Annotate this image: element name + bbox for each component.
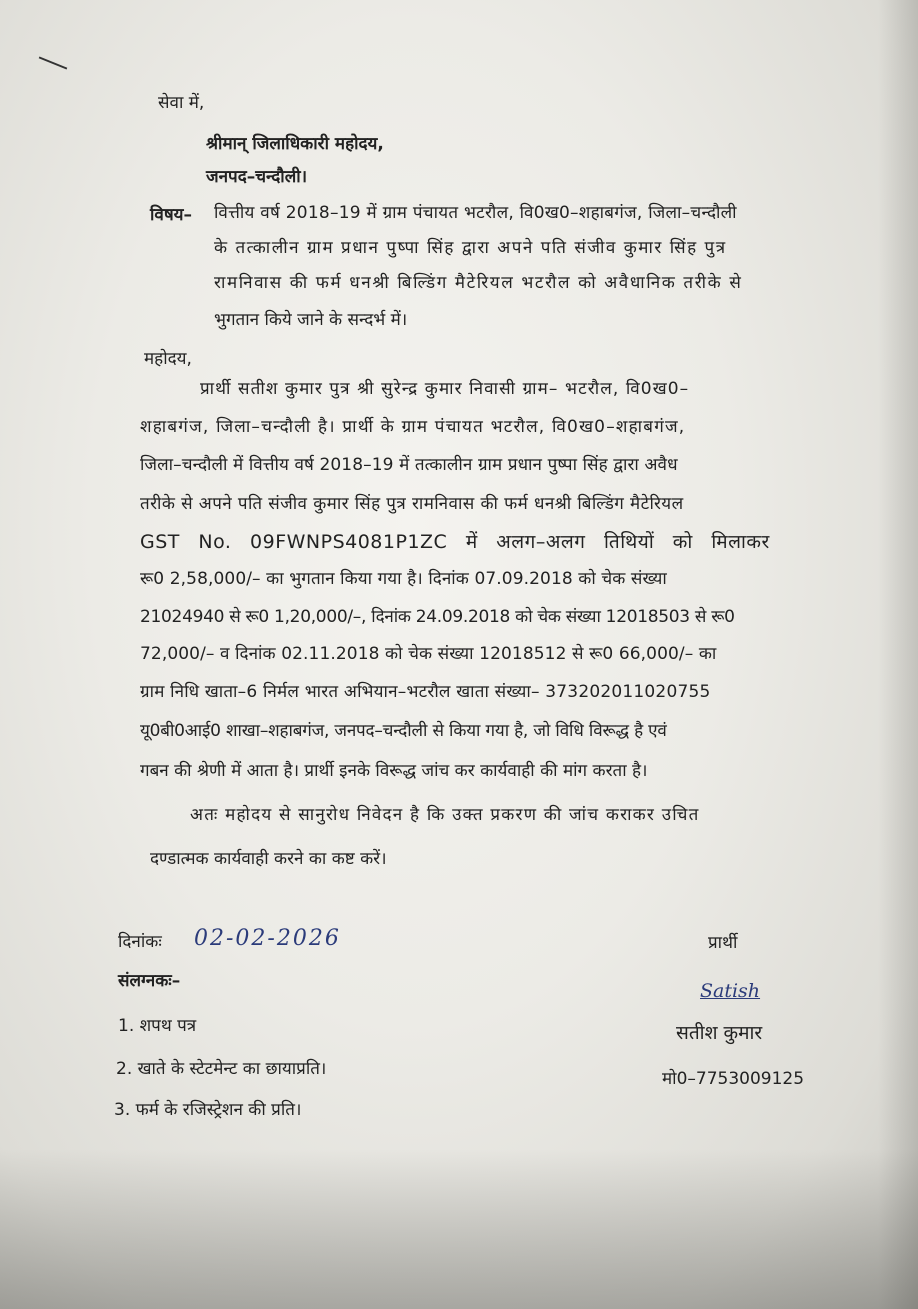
- page-bottom-shadow: [0, 1149, 918, 1309]
- attachment-item: 1. शपथ पत्र: [118, 1016, 197, 1036]
- body-line: शहाबगंज, जिला–चन्दौली है। प्रार्थी के ग्राम पंचायत भटरौल, वि0ख0–शहाबगंज,: [140, 417, 686, 437]
- pen-mark: [39, 56, 68, 69]
- body-line: 72,000/– व दिनांक 02.11.2018 को चेक संख्या 12018512 से रू0 66,000/– का: [140, 644, 717, 664]
- request-line: दण्डात्मक कार्यवाही करने का कष्ट करें।: [150, 849, 387, 869]
- body-line: तरीके से अपने पति संजीव कुमार सिंह पुत्र रामनिवास की फर्म धनश्री बिल्डिंग मैटेरियल: [140, 494, 684, 514]
- body-line: GST No. 09FWNPS4081P1ZC में अलग–अलग तिथियों को मिलाकर: [140, 531, 770, 553]
- attachment-item: 2. खाते के स्टेटमेन्ट का छायाप्रति।: [116, 1059, 327, 1079]
- applicant-name: सतीश कुमार: [676, 1022, 763, 1044]
- body-line: यू0बी0आई0 शाखा–शहाबगंज, जनपद–चन्दौली से किया गया है, जो विधि विरूद्ध है एवं: [140, 721, 667, 741]
- attachment-item: 3. फर्म के रजिस्ट्रेशन की प्रति।: [114, 1100, 302, 1120]
- subject-line: वित्तीय वर्ष 2018–19 में ग्राम पंचायत भटरौल, वि0ख0–शहाबगंज, जिला–चन्दौली: [214, 203, 737, 223]
- subject-line: भुगतान किये जाने के सन्दर्भ में।: [214, 310, 408, 330]
- salutation-to: सेवा में,: [158, 93, 205, 113]
- date-value: 02-02-2026: [194, 926, 341, 951]
- subject-line: रामनिवास की फर्म धनश्री बिल्डिंग मैटेरियल भटरौल को अवैधानिक तरीके से: [214, 273, 743, 293]
- signature: Satish: [700, 980, 761, 1002]
- body-line: प्रार्थी सतीश कुमार पुत्र श्री सुरेन्द्र कुमार निवासी ग्राम– भटरौल, वि0ख0–: [200, 379, 690, 399]
- body-line: रू0 2,58,000/– का भुगतान किया गया है। दिनांक 07.09.2018 को चेक संख्या: [140, 569, 667, 589]
- attachments-label: संलग्नकः–: [118, 971, 181, 991]
- recipient-district: जनपद–चन्दौली।: [206, 167, 308, 187]
- page-edge-shadow: [878, 0, 918, 1309]
- body-line: जिला–चन्दौली में वित्तीय वर्ष 2018–19 में तत्कालीन ग्राम प्रधान पुष्पा सिंह द्वारा अवैध: [140, 455, 678, 475]
- applicant-mobile: मो0–7753009125: [662, 1069, 805, 1089]
- body-line: ग्राम निधि खाता–6 निर्मल भारत अभियान–भटरौल खाता संख्या– 373202011020755: [140, 682, 711, 702]
- recipient-title: श्रीमान् जिलाधिकारी महोदय,: [206, 134, 384, 154]
- date-label: दिनांकः: [118, 932, 162, 952]
- body-line: 21024940 से रू0 1,20,000/–, दिनांक 24.09.2018 को चेक संख्या 12018503 से रू0: [140, 607, 735, 627]
- request-line: अतः महोदय से सानुरोध निवेदन है कि उक्त प्रकरण की जांच कराकर उचित: [190, 805, 700, 825]
- subject-line: के तत्कालीन ग्राम प्रधान पुष्पा सिंह द्वारा अपने पति संजीव कुमार सिंह पुत्र: [214, 238, 727, 258]
- applicant-label: प्रार्थी: [708, 933, 738, 953]
- greeting: महोदय,: [144, 349, 192, 369]
- body-line: गबन की श्रेणी में आता है। प्रार्थी इनके विरूद्ध जांच कर कार्यवाही की मांग करता है।: [140, 761, 648, 781]
- subject-label: विषय–: [150, 205, 193, 225]
